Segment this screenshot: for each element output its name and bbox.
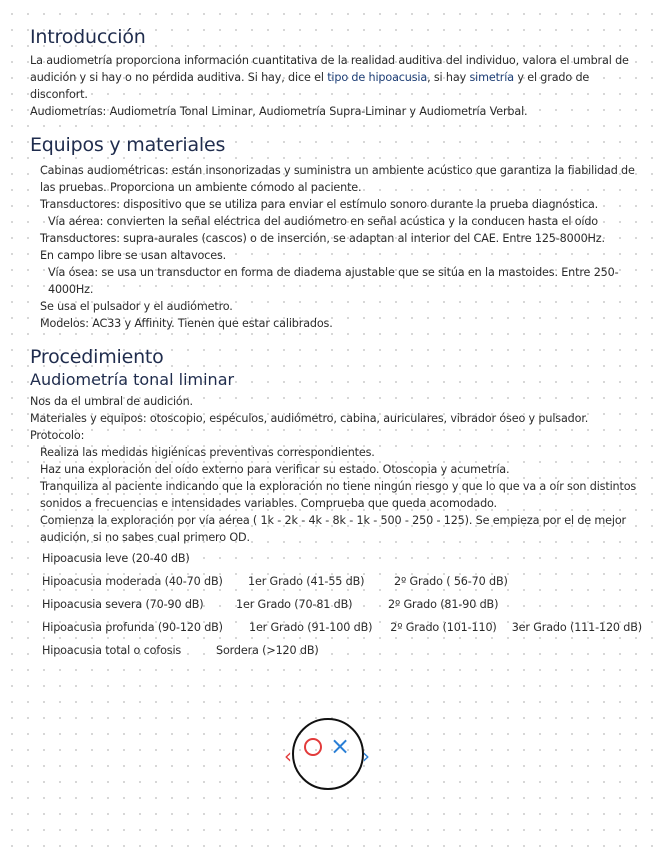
protocol-step: Haz una exploración del oído externo para verificar su estado. Otoscopia y acumetría. (40, 463, 510, 476)
moderada-grado-2: 2º Grado ( 56-70 dB) (394, 575, 508, 588)
equipos-line: Modelos: AC33 y Affinity. Tienen que estar calibrados. (40, 317, 333, 330)
profunda-grado-2: 2º Grado (101-110) (390, 621, 497, 634)
equipos-line: Cabinas audiométricas: están insonorizadas y suministra un ambiente acústico que garantiza la fiabilidad de las pruebas. Proporciona un ambiente cómodo al paciente. (40, 164, 635, 194)
severa-grado-2: 2º Grado (81-90 dB) (388, 598, 499, 611)
hipoacusia-total-row (30, 642, 642, 659)
hipoacusia-severa: Hipoacusia severa (70-90 dB) (42, 598, 204, 611)
moderada-grado-1: 1er Grado (41-55 dB) (248, 575, 365, 588)
audiometria-tonal-heading: Audiometría tonal liminar (30, 370, 235, 389)
hipoacusia-profunda: Hipoacusia profunda (90-120 dB) (42, 621, 223, 634)
hipoacusia-profunda-row (30, 619, 642, 636)
circle-icon[interactable] (304, 738, 322, 756)
equipos-line: Transductores: dispositivo que se utiliza para enviar el estímulo sonoro durante la prueba diagnóstica. (40, 198, 599, 211)
close-icon[interactable]: × (330, 732, 351, 760)
procedimiento-heading: Procedimiento (30, 346, 164, 368)
equipos-line: Vía ósea: se usa un transductor en forma de diadema ajustable que se sitúa en la mastoides. Entre 250-4000Hz. (48, 266, 619, 296)
protocol-step: Realiza las medidas higiénicas preventivas correspondientes. (40, 446, 375, 459)
intro-text-a: La audiometría proporciona información cuantitativa de la realidad auditiva del individuo, valora el umbral de audición y si hay o no pérdida auditiva. Si hay, dice el (30, 54, 629, 84)
equipos-line: Transductores: supra-aurales (cascos) o de inserción, se adaptan al interior del CAE. Entre 125-8000Hz. (40, 232, 605, 245)
chevron-left-icon[interactable]: ‹ (284, 744, 292, 768)
proc-line: Materiales y equipos: otoscopio, espéculos, audiómetro, cabina, auriculares, vibrador óseo y pulsador. (30, 412, 589, 425)
severa-grado-1: 1er Grado (70-81 dB) (236, 598, 353, 611)
hipoacusia-leve-row (30, 550, 642, 567)
proc-line: Nos da el umbral de audición. (30, 395, 193, 408)
page-navigation (284, 718, 374, 794)
sordera: Sordera (>120 dB) (216, 644, 319, 657)
equipos-line: Vía aérea: convierten la señal eléctrica del audiómetro en señal acústica y la conducen hasta el oído (48, 215, 598, 228)
chevron-right-icon[interactable]: › (362, 744, 370, 768)
protocol-step: Comienza la exploración por vía aérea ( 1k - 2k - 4k - 8k - 1k - 500 - 250 - 125). Se empieza por el de mejor audición, si no sabes cual primero OD. (40, 514, 626, 544)
intro-text-c: , si hay (427, 71, 470, 84)
profunda-grado-1: 1er Grado (91-100 dB) (248, 621, 373, 634)
proc-line: Protocolo: (30, 429, 85, 442)
profunda-grado-3: 3er Grado (111-120 dB) (511, 621, 642, 634)
protocol-step: Tranquiliza al paciente indicando que la exploración no tiene ningún riesgo y que lo que va a oír son distintos sonidos a frecuencias e intensidades variables. Comprueba que queda acomodado. (40, 480, 637, 510)
intro-paragraph (30, 52, 642, 103)
equipos-line: Se usa el pulsador y el audiómetro. (40, 300, 233, 313)
hipoacusia-severa-row (30, 596, 642, 613)
hipoacusia-total: Hipoacusia total o cofosis (42, 644, 182, 657)
intro-text-hipoacusia: tipo de hipoacusia (327, 71, 428, 84)
equipos-line: En campo libre se usan altavoces. (40, 249, 227, 262)
intro-audiometrias: Audiometrías: Audiometría Tonal Liminar, Audiometría Supra-Liminar y Audiometría Verbal. (30, 105, 528, 118)
equipos-heading: Equipos y materiales (30, 134, 226, 156)
nav-circle (292, 718, 364, 790)
page (30, 26, 642, 659)
hipoacusia-moderada: Hipoacusia moderada (40-70 dB) (42, 575, 223, 588)
hipoacusia-moderada-row (30, 573, 642, 590)
intro-text-e: y el grado de disconfort. (30, 71, 590, 101)
intro-heading: Introducción (30, 26, 146, 48)
hipoacusia-leve: Hipoacusia leve (20-40 dB) (42, 552, 190, 565)
intro-text-simetria: simetría (469, 71, 514, 84)
